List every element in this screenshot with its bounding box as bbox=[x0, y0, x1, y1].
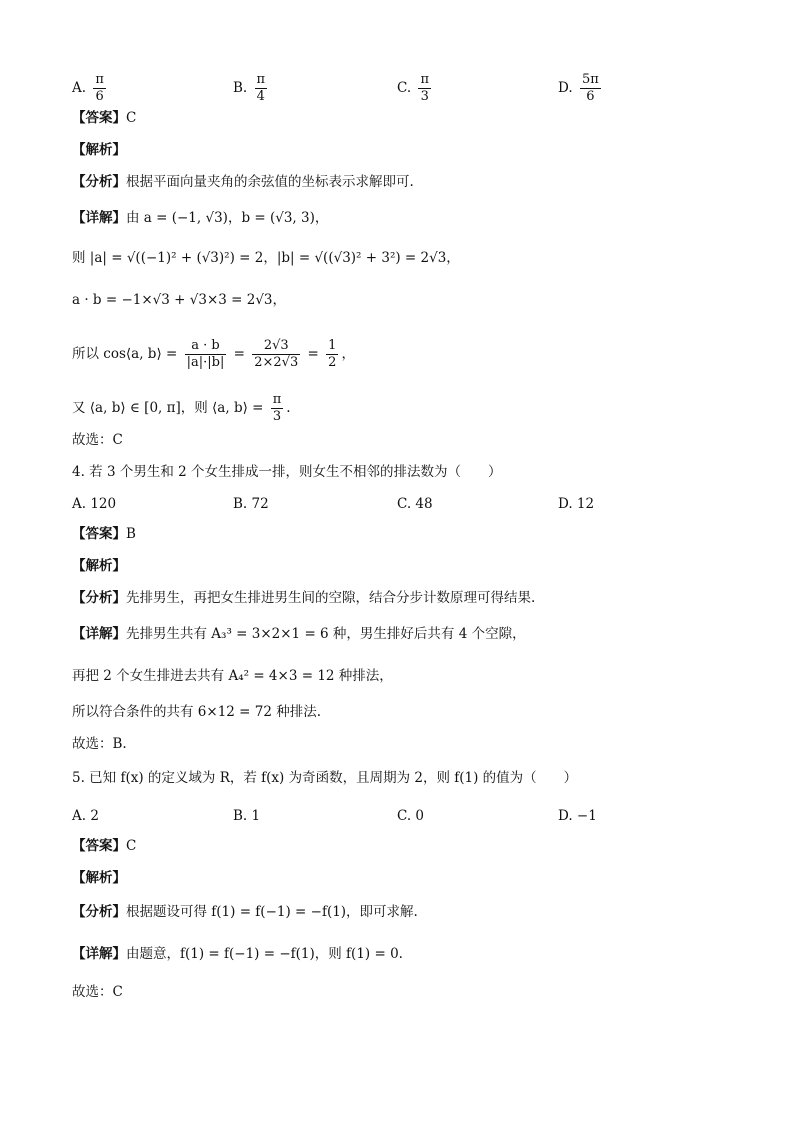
q4-fenxi: 【分析】先排男生，再把女生排进男生间的空隙，结合分步计数原理可得结果. bbox=[72, 590, 536, 606]
q4-question: 4. 若 3 个男生和 2 个女生排成一排，则女生不相邻的排法数为（ ） bbox=[72, 464, 502, 480]
q3-detail-l1: 【详解】由 a = (−1, √3)，b = (√3, 3)， bbox=[72, 210, 329, 226]
option-b: B. $\frac{\pi}{4}$ bbox=[233, 72, 266, 104]
q5-detail-l1: 【详解】由题意，f(1) = f(−1) = −f(1)，则 f(1) = 0. bbox=[72, 946, 403, 962]
q5-option-a: A. 2 bbox=[72, 808, 99, 824]
q3-detail-l3: a · b = −1×√3 + √3×3 = 2√3， bbox=[72, 292, 287, 308]
q3-answer: 【答案】C bbox=[72, 110, 137, 126]
q4-select: 故选：B. bbox=[72, 736, 127, 752]
q5-question: 5. 已知 f(x) 的定义域为 R，若 f(x) 为奇函数，且周期为 2，则 f(1) 的值为（ ） bbox=[72, 770, 578, 786]
q4-answer: 【答案】B bbox=[72, 526, 136, 542]
q5-select: 故选：C bbox=[72, 984, 123, 1000]
q5-option-c: C. 0 bbox=[397, 808, 425, 824]
q3-fenxi: 【分析】根据平面向量夹角的余弦值的坐标表示求解即可. bbox=[72, 174, 414, 190]
q4-detail-l1: 【详解】先排男生共有 A₃³ = 3×2×1 = 6 种，男生排好后共有 4 个空隙， bbox=[72, 626, 526, 642]
option-d: D. $\frac{5\pi}{6}$ bbox=[558, 72, 599, 104]
q5-option-b: B. 1 bbox=[233, 808, 261, 824]
q5-fenxi: 【分析】根据题设可得 f(1) = f(−1) = −f(1)，即可求解. bbox=[72, 904, 418, 920]
q5-analysis-tag: 【解析】 bbox=[72, 870, 126, 886]
option-b-fraction: $\frac{\pi}{4}$ bbox=[256, 72, 266, 104]
q4-detail-l2: 再把 2 个女生排进去共有 A₄² = 4×3 = 12 种排法， bbox=[72, 668, 393, 684]
cos-fraction-3: $\frac{1}{2}$ bbox=[328, 338, 337, 370]
q4-option-b: B. 72 bbox=[233, 496, 269, 512]
option-c-fraction: $\frac{\pi}{3}$ bbox=[420, 72, 429, 104]
option-d-fraction: $\frac{5\pi}{6}$ bbox=[581, 72, 599, 104]
q4-detail-l3: 所以符合条件的共有 6×12 = 72 种排法. bbox=[72, 704, 322, 720]
q4-option-c: C. 48 bbox=[397, 496, 433, 512]
q3-analysis-tag: 【解析】 bbox=[72, 142, 126, 158]
q3-detail-l5: 又 ⟨a, b⟩ ∈ [0, π]，则 ⟨a, b⟩ = $\frac{\pi}{3}$ . bbox=[72, 392, 291, 424]
q4-option-d: D. 12 bbox=[558, 496, 595, 512]
q5-answer: 【答案】C bbox=[72, 838, 137, 854]
q5-option-d: D. −1 bbox=[558, 808, 597, 824]
q3-detail-l2: 则 |a| = √((−1)² + (√3)²) = 2，|b| = √((√3)² + 3²) = 2√3， bbox=[72, 250, 460, 266]
q4-option-a: A. 120 bbox=[72, 496, 117, 512]
q3-select: 故选：C bbox=[72, 432, 123, 448]
q4-analysis-tag: 【解析】 bbox=[72, 558, 126, 574]
cos-fraction: $\frac{a \cdot b}{|a|\cdot|b|}$ bbox=[186, 338, 225, 370]
angle-fraction: $\frac{\pi}{3}$ bbox=[272, 392, 282, 424]
option-a: A. $\frac{\pi}{6}$ bbox=[72, 72, 104, 104]
option-a-fraction: $\frac{\pi}{6}$ bbox=[95, 72, 104, 104]
q3-detail-l4: 所以 cos⟨a, b⟩ = $\frac{a \cdot b}{|a|\cdot|b|}$ = $\frac{2√3}{2\times 2√3}$ = $\frac{1}{2}$ ， bbox=[72, 338, 355, 370]
cos-fraction-2: $\frac{2√3}{2\times 2√3}$ bbox=[254, 338, 299, 370]
option-c: C. $\frac{\pi}{3}$ bbox=[397, 72, 429, 104]
